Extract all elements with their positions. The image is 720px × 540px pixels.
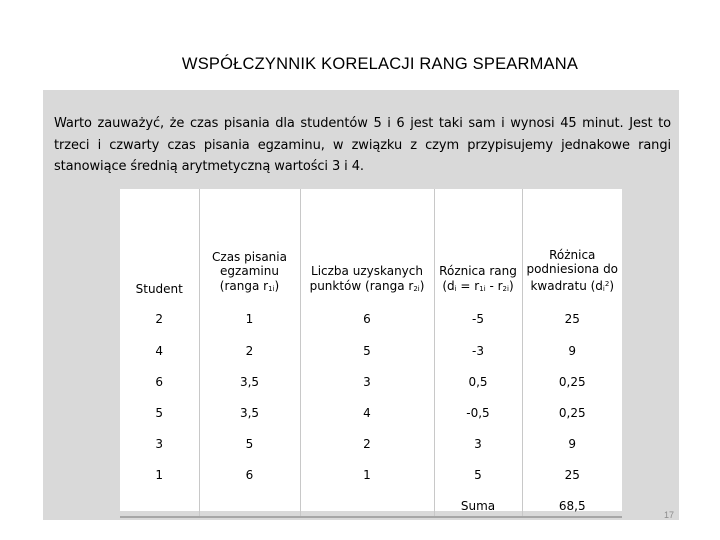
cell-d: -3 <box>434 331 522 362</box>
cell-student: 5 <box>155 406 164 420</box>
cell-r1: 3,5 <box>199 393 300 424</box>
header-roznica-rang: Róznica rang $(d_i = r_{1i} - r_{2i})$ <box>434 189 522 300</box>
cell-student: 2 <box>155 312 164 326</box>
explanation-paragraph: Warto zauważyć, że czas pisania dla studentów 5 i 6 jest taki sam i wynosi 45 minut. Jest to trzeci i czwarty czas pisania egzaminu, w związku z czym przypisujemy jednakowe rangi stanowiące średnią arytmetyczną wartości 3 i 4. <box>54 116 671 174</box>
sum-label: Suma <box>434 486 522 517</box>
cell-d: -5 <box>434 300 522 331</box>
table-row <box>120 362 622 393</box>
slide-title: WSPÓŁCZYNNIK KORELACJI RANG SPEARMANA <box>181 55 579 73</box>
table-row <box>120 331 622 362</box>
table-header-row <box>120 189 622 300</box>
cell-d2: 9 <box>522 331 622 362</box>
table-row <box>120 424 622 455</box>
cell-d2: 0,25 <box>522 362 622 393</box>
cell-d: 3 <box>434 424 522 455</box>
cell-student: 1 <box>155 468 164 482</box>
cell-r2: 4 <box>300 393 434 424</box>
sum-row <box>120 486 622 517</box>
cell-student: 4 <box>155 344 164 358</box>
cell-empty <box>199 486 300 517</box>
cell-empty <box>120 486 199 517</box>
sum-value: 68,5 <box>522 486 622 517</box>
cell-student: 6 <box>155 375 164 389</box>
cell-empty <box>300 486 434 517</box>
cell-student: 3 <box>155 437 164 451</box>
cell-r2: 1 <box>300 455 434 486</box>
cell-d2: 25 <box>522 455 622 486</box>
cell-r1: 1 <box>199 300 300 331</box>
content-panel <box>43 90 679 520</box>
cell-d: 0,5 <box>434 362 522 393</box>
cell-d: 5 <box>434 455 522 486</box>
table-row <box>120 393 622 424</box>
cell-d2: 9 <box>522 424 622 455</box>
header-liczba-punktow: Liczba uzyskanych punktów (ranga $r_{2i}$) <box>300 189 434 300</box>
cell-d2: 0,25 <box>522 393 622 424</box>
header-roznica-kwadrat: Różnica podniesiona do kwadratu $(d_i^2)$ <box>522 189 622 300</box>
cell-r2: 2 <box>300 424 434 455</box>
spearman-table <box>120 189 622 511</box>
table-row <box>120 300 622 331</box>
cell-r1: 5 <box>199 424 300 455</box>
table-row <box>120 455 622 486</box>
cell-r1: 3,5 <box>199 362 300 393</box>
cell-r2: 5 <box>300 331 434 362</box>
cell-r2: 3 <box>300 362 434 393</box>
rank-table <box>120 189 622 518</box>
cell-r1: 2 <box>199 331 300 362</box>
cell-r2: 6 <box>300 300 434 331</box>
cell-d: -0,5 <box>434 393 522 424</box>
header-student: Student <box>135 281 183 296</box>
page-number: 17 <box>664 510 675 520</box>
cell-r1: 6 <box>199 455 300 486</box>
header-czas-pisania: Czas pisania egzaminu (ranga $r_{1i}$) <box>199 189 300 300</box>
cell-d2: 25 <box>522 300 622 331</box>
